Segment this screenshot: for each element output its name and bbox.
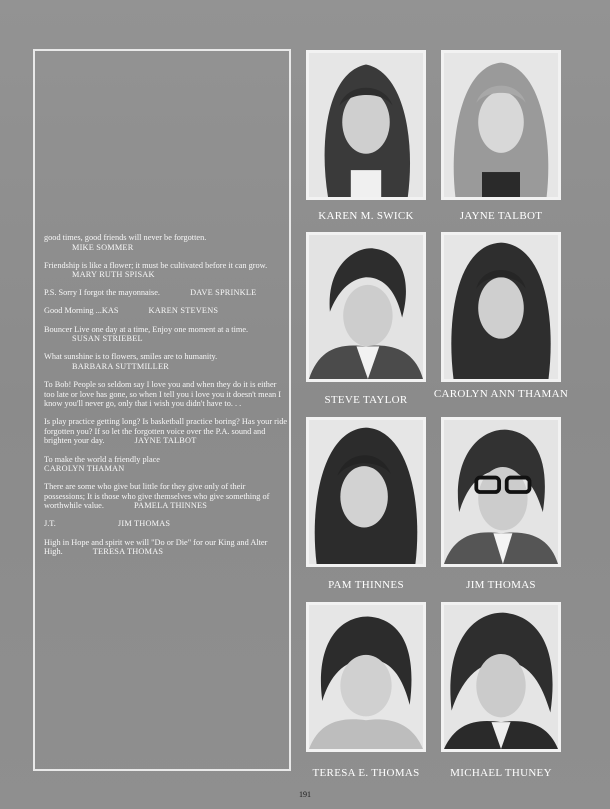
quote-author: KAREN STEVENS [148, 306, 219, 316]
quote-text: What sunshine is to flowers, smiles are to humanity. [44, 352, 218, 362]
quote-text: High in Hope and spirit we will "Do or Die" for our King and Alter High. [44, 537, 268, 557]
quote-author: MIKE SOMMER [72, 242, 134, 252]
quote-author: JAYNE TALBOT [134, 436, 197, 446]
quote-item [44, 233, 288, 252]
quote-item [44, 288, 288, 298]
portrait-name: MICHAEL THUNEY [450, 767, 552, 779]
quote-text: Good Morning ...KAS [44, 306, 119, 316]
quote-text: Is play practice getting long? Is basketball practice boring? Has your ride forgotten you? If so let the forgotten voice over the P.A. sound and brighten your day. [44, 417, 288, 446]
quote-text: P.S. Sorry I forgot the mayonnaise. [44, 288, 160, 298]
quote-author: CAROLYN THAMAN [44, 464, 125, 474]
quote-item [44, 352, 288, 371]
portrait-name: TERESA E. THOMAS [312, 767, 420, 779]
quote-item [44, 482, 288, 511]
quote-text: good times, good friends will never be forgotten. [44, 233, 207, 242]
quote-author: JIM THOMAS [117, 519, 171, 529]
portrait-name: JIM THOMAS [466, 579, 536, 591]
portrait-name: CAROLYN ANN THAMAN [433, 388, 569, 400]
quote-author: SUSAN STRIEBEL [72, 334, 143, 344]
quote-item [44, 519, 288, 529]
quote-item [44, 261, 288, 280]
portrait-name: JAYNE TALBOT [459, 210, 543, 222]
quote-author: PAMELA THINNES [133, 501, 208, 511]
portrait-photo [441, 50, 561, 200]
quote-item [44, 380, 288, 409]
quote-text: To Bob! People so seldom say I love you and when they do it is either too late or love has gone, so when I tell you i love you it doesn't mean I know you'll never go, only that i wish you didn't have to. . . [44, 379, 281, 409]
quote-text: Bouncer Live one day at a time, Enjoy one moment at a time. [44, 324, 249, 334]
quote-text: There are some who give but little for they give only of their possessions; It is those who give themselves who give something of worthwhile value. [44, 482, 270, 511]
quote-item [44, 455, 288, 474]
quote-author: BARBARA SUTTMILLER [72, 361, 169, 371]
quote-author: DAVE SPRINKLE [190, 288, 257, 298]
quote-text: To make the world a friendly place [44, 454, 160, 464]
quote-item [44, 306, 288, 316]
page-number: 191 [299, 790, 311, 799]
quote-item [44, 325, 288, 344]
quote-author: MARY RUTH SPISAK [72, 270, 155, 280]
portrait-name: KAREN M. SWICK [318, 210, 414, 222]
portrait-photo [306, 232, 426, 382]
portrait-photo [306, 417, 426, 567]
senior-quotes-panel [33, 49, 291, 771]
portrait-name: STEVE TAYLOR [324, 394, 408, 406]
portrait-photo [306, 50, 426, 200]
quote-item [44, 417, 288, 446]
portrait-photo [441, 232, 561, 382]
quote-item [44, 538, 288, 557]
quote-author: TERESA THOMAS [92, 547, 164, 557]
quote-text: J.T. [44, 519, 56, 529]
portrait-photo [441, 602, 561, 752]
portrait-photo [441, 417, 561, 567]
portrait-name: PAM THINNES [328, 579, 404, 591]
quote-text: Friendship is like a flower; it must be cultivated before it can grow. [44, 260, 268, 270]
portrait-photo [306, 602, 426, 752]
quotes-list [44, 233, 288, 565]
